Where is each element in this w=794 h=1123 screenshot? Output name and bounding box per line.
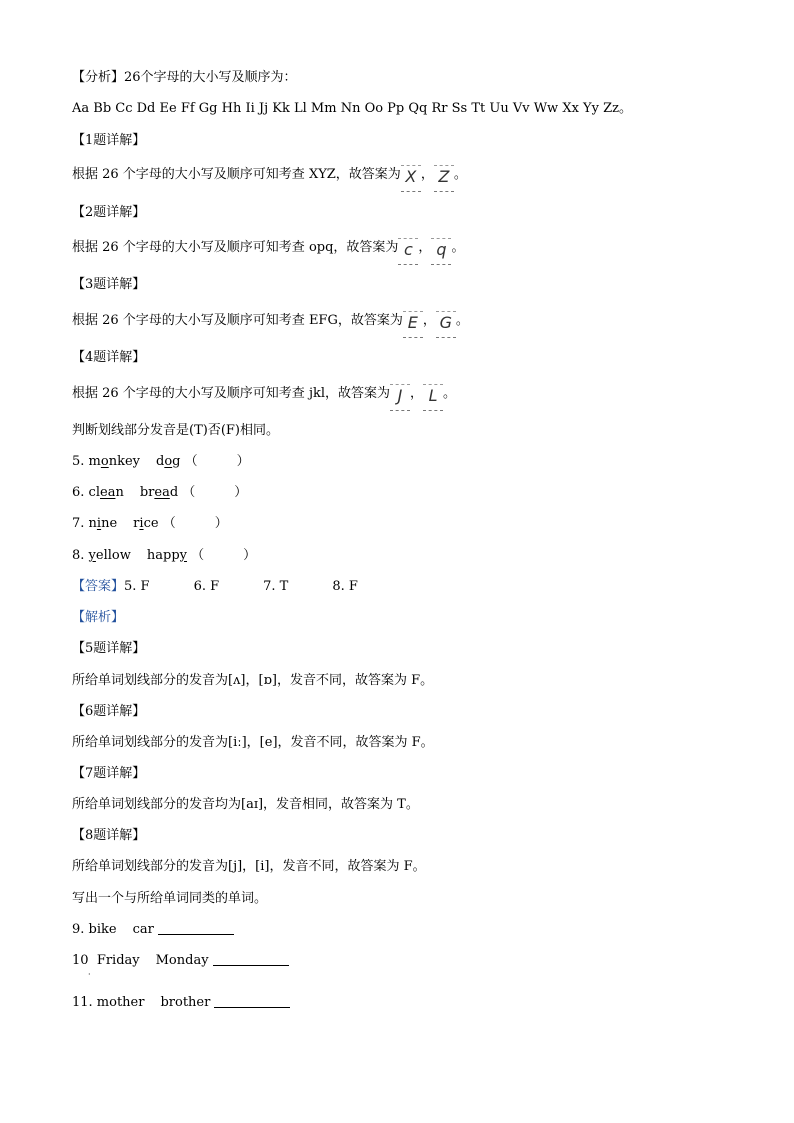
q1-text: 根据 26 个字母的大小写及顺序可知考查 XYZ，故答案为: [72, 167, 401, 182]
section-title-pronunciation: 判断划线部分发音是(T)否(F)相同。: [72, 423, 279, 438]
q6-w2-part: br: [139, 485, 155, 500]
answer-8: 8. F: [332, 579, 358, 594]
q4-head: 【4题详解】: [72, 350, 146, 365]
q7-w1-rest: ne: [101, 516, 118, 531]
q4-answer-a: J: [390, 386, 410, 406]
q10-num: 10: [72, 953, 89, 968]
comma: ，: [422, 313, 436, 328]
q5-explanation: 所给单词划线部分的发音为[ʌ]，[ɒ]，发音不同，故答案为 F。: [72, 673, 434, 688]
q7-w1-part: n: [88, 516, 97, 531]
answer-head: 【答案】: [72, 579, 125, 594]
q8-w2-underlined: y: [179, 548, 188, 563]
q5-w2-part: d: [156, 454, 165, 469]
alphabet-line: Aa Bb Cc Dd Ee Ff Gg Hh Ii Jj Kk Ll Mm Nn Oo Pp Qq Rr Ss Tt Uu Vv Ww Xx Yy Zz。: [72, 101, 632, 116]
answer-7: 7. T: [263, 579, 289, 594]
q2-answer-a: c: [398, 240, 418, 260]
q10-word2: Monday: [155, 953, 209, 968]
q9-blank[interactable]: [158, 922, 234, 935]
q11-num: 11. mother: [72, 995, 145, 1010]
q7-head: 【7题详解】: [72, 766, 146, 781]
q5-w1-underlined: o: [100, 454, 109, 469]
q8-explanation: 所给单词划线部分的发音为[j]，[i]，发音不同，故答案为 F。: [72, 859, 426, 874]
q6-w1-rest: n: [115, 485, 124, 500]
q7-w2-part: r: [133, 516, 140, 531]
q7-w2-underlined: i: [139, 516, 144, 531]
q8-paren: （ ）: [191, 548, 257, 563]
q7-paren: （ ）: [162, 516, 228, 531]
q5-paren: （ ）: [184, 454, 250, 469]
period: 。: [451, 240, 465, 255]
q6-w1-underlined: ea: [100, 485, 116, 500]
analysis-line: [72, 70, 297, 86]
q6-w1-part: cl: [88, 485, 100, 500]
q8-w1-underlined: y: [88, 548, 96, 563]
question-9: [72, 922, 234, 938]
period: 。: [443, 386, 457, 401]
q3-text: 根据 26 个字母的大小写及顺序可知考查 EFG，故答案为: [72, 313, 403, 328]
question-5: [72, 454, 250, 470]
comma: ，: [410, 386, 424, 401]
q6-head: 【6题详解】: [72, 704, 146, 719]
q5-w1-part: m: [88, 454, 101, 469]
q6-num: 6.: [72, 485, 89, 500]
q11-word: brother: [160, 995, 211, 1010]
q4-text: 根据 26 个字母的大小写及顺序可知考查 jkl，故答案为: [72, 386, 391, 401]
q2-text: 根据 26 个字母的大小写及顺序可知考查 opq，故答案为: [72, 240, 399, 255]
q8-num: 8.: [72, 548, 89, 563]
analysis-text: 26个字母的大小写及顺序为：: [124, 70, 297, 85]
q2-answer-b: q: [431, 240, 451, 260]
q6-explanation: 所给单词划线部分的发音为[iː]，[e]，发音不同，故答案为 F。: [72, 735, 434, 750]
comma: ，: [418, 240, 432, 255]
q10-blank[interactable]: [213, 953, 289, 966]
q8-w2-part: happ: [146, 548, 180, 563]
q9-num: 9. bike: [72, 922, 117, 937]
q6-w2-underlined: ea: [154, 485, 170, 500]
q7-w2-rest: ce: [143, 516, 159, 531]
q2-line: [72, 240, 464, 260]
q6-paren: （ ）: [182, 485, 248, 500]
jiexi-head: 【解析】: [72, 610, 125, 625]
comma: ，: [420, 167, 434, 182]
q1-answer-a: X: [401, 167, 421, 187]
period: 。: [453, 167, 467, 182]
q3-line: [72, 313, 469, 333]
question-7: [72, 516, 228, 532]
question-6: [72, 485, 247, 501]
q3-answer-a: E: [403, 313, 423, 333]
answer-5: 5. F: [124, 579, 150, 594]
q1-head: 【1题详解】: [72, 133, 146, 148]
q10-word1: Friday: [96, 953, 140, 968]
q5-head: 【5题详解】: [72, 641, 146, 656]
q11-blank[interactable]: [214, 995, 290, 1008]
q7-w1-underlined: i: [96, 516, 102, 531]
analysis-head: 【分析】: [72, 70, 125, 85]
q6-w2-rest: d: [169, 485, 179, 500]
q5-w1-rest: nkey: [108, 454, 140, 469]
q5-w2-underlined: o: [164, 454, 173, 469]
q8-w1-rest: ellow: [95, 548, 131, 563]
q2-head: 【2题详解】: [72, 205, 146, 220]
section-title-category: 写出一个与所给单词同类的单词。: [72, 891, 268, 906]
q5-w2-rest: g: [172, 454, 181, 469]
question-11: [72, 995, 290, 1011]
question-10: [72, 953, 289, 969]
q7-num: 7.: [72, 516, 89, 531]
q4-line: [72, 386, 456, 406]
q1-line: [72, 167, 467, 187]
q5-num: 5.: [72, 454, 89, 469]
q4-answer-b: L: [423, 386, 443, 406]
q8-head: 【8题详解】: [72, 828, 146, 843]
stray-dot: ·: [88, 970, 91, 979]
q3-head: 【3题详解】: [72, 277, 146, 292]
q3-answer-b: G: [436, 313, 456, 333]
answer-line: [72, 579, 358, 595]
q7-explanation: 所给单词划线部分的发音均为[aɪ]，发音相同，故答案为 T。: [72, 797, 419, 812]
period: 。: [455, 313, 469, 328]
q9-word: car: [132, 922, 154, 937]
question-8: [72, 548, 256, 564]
q1-answer-b: Z: [434, 167, 454, 187]
answer-6: 6. F: [193, 579, 220, 594]
